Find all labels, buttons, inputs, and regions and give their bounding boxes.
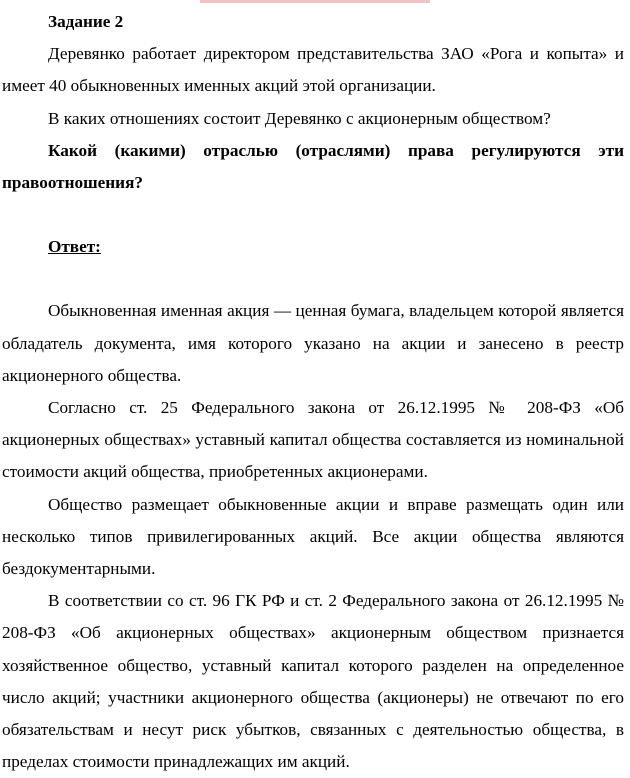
document-page bbox=[2, 6, 624, 778]
answer-paragraph-2: Согласно ст. 25 Федерального закона от 26.12.1995 № 208-ФЗ «Об акционерных обществах» уставный капитал общества составляется из номинальной стоимости акций общества, приобретенных акционерами. bbox=[2, 398, 624, 482]
answer-label: Ответ: bbox=[48, 237, 101, 257]
task-paragraph-1: Деревянко работает директором представительства ЗАО «Рога и копыта» и имеет 40 обыкновенных именных акций этой организации. bbox=[2, 44, 624, 96]
answer-paragraph-3: Общество размещает обыкновенные акции и вправе размещать один или несколько типов привилегированных акций. Все акции общества являются бездокументарными. bbox=[2, 494, 624, 579]
top-edge-mark bbox=[200, 0, 430, 3]
answer-paragraph-4: В соответствии со ст. 96 ГК РФ и ст. 2 Федерального закона от 26.12.1995 № 208-ФЗ «Об акционерных обществах» акционерным обществом признается хозяйственное общество, уставный капитал которого разделен на определенное число акций; участники акционерного общества (акционеры) не отвечают по его обязательствам и несут риск убытков, связанных с деятельностью общества, в пределах стоимости принадлежащих им акций. bbox=[2, 591, 624, 772]
task-title: Задание 2 bbox=[48, 12, 124, 31]
task-question: Какой (какими) отраслью (отраслями) права регулируются эти правоотношения? bbox=[2, 140, 624, 193]
answer-paragraph-1: Обыкновенная именная акция — ценная бумага, владельцем которой является обладатель документа, имя которого указано на акции и занесено в реестр акционерного общества. bbox=[2, 301, 624, 385]
task-paragraph-2: В каких отношениях состоит Деревянко с акционерным обществом? bbox=[48, 108, 551, 128]
answer-heading bbox=[2, 231, 624, 263]
